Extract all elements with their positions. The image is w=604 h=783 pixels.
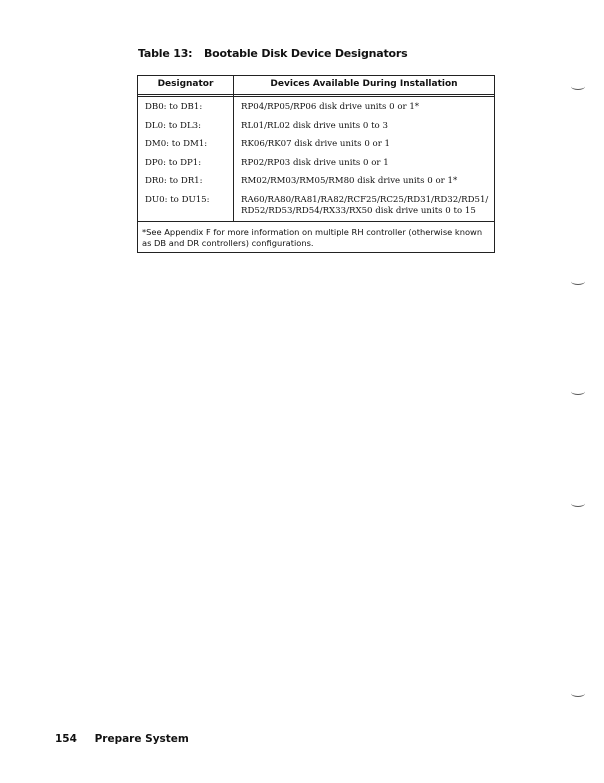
margin-tick-mark xyxy=(571,278,585,285)
table-footnote: *See Appendix F for more information on multiple RH controller (otherwise known as DB and DR controllers) configurations. xyxy=(142,227,483,248)
table-row xyxy=(138,158,494,177)
table-header-row xyxy=(138,76,494,97)
table-row xyxy=(138,121,494,140)
table-row xyxy=(138,176,494,195)
table-row xyxy=(138,139,494,158)
table-row xyxy=(138,102,494,121)
devices-cell: RP04/RP05/RP06 disk drive units 0 or 1* xyxy=(241,102,420,112)
header-designator: Designator xyxy=(157,79,214,89)
designator-table xyxy=(137,75,495,253)
devices-cell: RK06/RK07 disk drive units 0 or 1 xyxy=(241,139,391,149)
designator-cell: DL0: to DL3: xyxy=(145,120,202,131)
table-title-text: Bootable Disk Device Designators xyxy=(204,47,408,60)
footnote-divider xyxy=(138,221,494,222)
designator-cell: DP0: to DP1: xyxy=(145,157,202,168)
table-body xyxy=(138,102,494,221)
devices-cell: RL01/RL02 disk drive units 0 to 3 xyxy=(241,120,388,131)
table-row xyxy=(138,195,494,221)
designator-cell: DB0: to DB1: xyxy=(145,102,203,112)
header-devices: Devices Available During Installation xyxy=(270,79,458,89)
margin-tick-mark xyxy=(571,500,585,507)
page-footer xyxy=(55,733,189,745)
margin-tick-mark xyxy=(571,83,585,90)
devices-cell: RA60/RA80/RA81/RA82/RCF25/RC25/RD31/RD32/RD51/ RD52/RD53/RD54/RX33/RX50 disk drive units 0 to 15 xyxy=(241,194,489,216)
margin-tick-mark xyxy=(571,690,585,697)
margin-tick-mark xyxy=(571,388,585,395)
devices-cell: RM02/RM03/RM05/RM80 disk drive units 0 or 1* xyxy=(241,176,458,186)
page-number: 154 xyxy=(55,733,77,745)
designator-cell: DU0: to DU15: xyxy=(145,194,210,205)
section-name: Prepare System xyxy=(94,733,189,745)
table-number: Table 13: xyxy=(138,47,193,60)
designator-cell: DR0: to DR1: xyxy=(145,176,203,186)
devices-cell: RP02/RP03 disk drive units 0 or 1 xyxy=(241,157,389,168)
designator-cell: DM0: to DM1: xyxy=(145,139,208,149)
table-title xyxy=(138,47,407,60)
